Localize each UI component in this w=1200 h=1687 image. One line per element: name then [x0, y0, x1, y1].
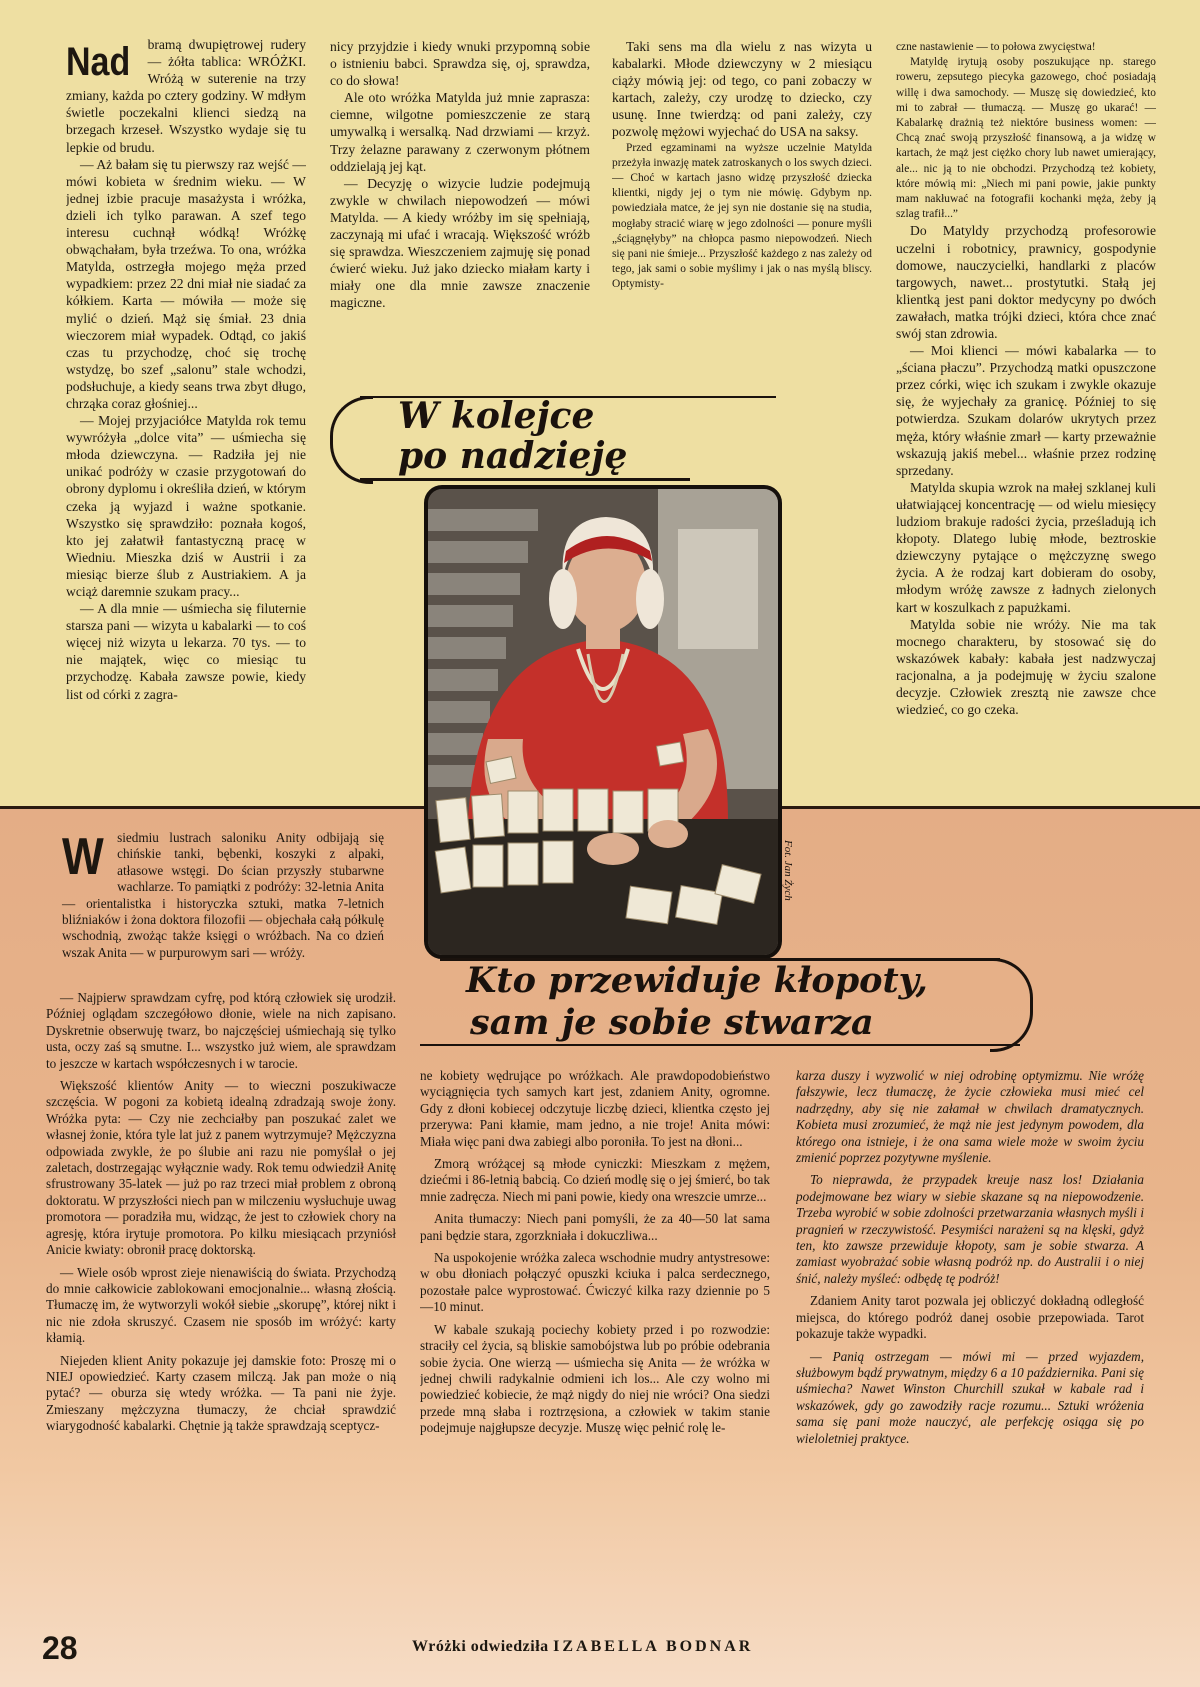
part2-column-3 — [796, 1068, 1144, 1630]
paragraph: Niejeden klient Anity pokazuje jej damskie foto: Proszę mi o NIEJ opowiedzieć. Karty czasem milczą. Jak pan może o nią pytać? — oburza się wtedy wróżka. — Ta pani nie żyje. Zmieszany mężczyzna tłumaczy, że chciał sprawdzić wiarygodność kabalarki. Chętnie ją także sprawdzają sceptycz- — [46, 1352, 396, 1434]
paragraph: czne nastawienie — to połowa zwycięstwa! — [896, 41, 1096, 53]
paragraph: — Aż bałam się tu pierwszy raz wejść — mówi kobieta w średnim wieku. — W jednej izbie pracuje masażysta i wróżka, dzieli ich tylko parawan. A szef tego interesu cuchnął wódką! Wróżkę obwąchałam, była trzeźwa. To ona, wróżka Matylda, ostrzegła mojego męża przed wypadkiem: przez 22 dni miał nie siadać za kółkiem. Karta — mówiła — może się mylić o dzień. Mąż się śmiał. 23 dnia wieczorem miał wypadek. Odtąd, co jakiś czas tu przychodzę, choć się trochę wstydzę, bo szef „salonu” stale wchodzi, podsłuchuje, a kiedy seans trwa zbyt długo, chrząka coraz głośniej... — [66, 156, 306, 411]
part1-column-3 — [612, 38, 872, 378]
paragraph: Matyldę irytują osoby poszukujące np. starego roweru, zepsutego piecyka gazowego, choć posiadają willę i dwa samochody. — Muszę się dowiedzieć, kto mi to zabrał — tłumaczą. — Muszę go ukarać! — Kabalarkę drażnią też niektóre business women: — Chcą znać swoją przyszłość finansową, a ja widzę w kartach, że mąż jest ciężko chory lub nawet umierający, ale... nic ją to nie obchodzi. Przychodzą też kobiety, które mówią mi: „Niech mi pani powie, jakie punkty mam nakłuwać na fotografii kochanki męża, żeby ją szlag trafił...” — [896, 56, 1156, 221]
paragraph: — Wiele osób wprost zieje nienawiścią do świata. Przychodzą do mnie całkowicie zablokowani emocjonalnie... własną złością. Tłumaczę im, że wytworzyli wokół siebie „skorupę”, której nikt i nic nie zdoła skruszyć. Czasem nie sposób im wróżyć: karty kłamią. — [46, 1264, 396, 1346]
paragraph: Matylda skupia wzrok na małej szklanej kuli ułatwiającej koncentrację — od wielu miesięcy ludziom brakuje radości życia, prześladują ich kłopoty. Dlatego lubię młode, beztroskie dziewczyny pytające o mężczyznę swego życia. A że rodzaj kart dobieram do osoby, młodym wróżę zawsze z ładnych zielonych kart w koszulkach z papużkami. — [896, 479, 1156, 615]
byline-prefix: Wróżki odwiedziła — [412, 1638, 549, 1655]
headline1-line2: po nadzieję — [398, 435, 628, 477]
part2-dropcap: W — [62, 830, 104, 886]
paragraph: bramą dwupiętrowej rudery — żółta tablica: WRÓŻKI. Wróżą w suterenie na trzy zmiany, każda po cztery godziny. W mdłym świetle poczekalni klienci siedzą na brzegach krzeseł. Wszystko wydaje się tu lepkie od brudu. — [66, 37, 306, 155]
headline2-bottom-rule — [420, 1044, 1020, 1046]
paragraph: Zmorą wróżącej są młode cyniczki: Mieszkam z mężem, dziećmi i 86-letnią babcią. Co dzień modlę się o jej śmierć, bo tak mnie zadręcza. Niech mi pani powie, kiedy ona wreszcie umrze... — [420, 1156, 770, 1204]
paragraph: — A dla mnie — uśmiecha się filuternie starsza pani — wizyta u kabalarki — to coś więcej niż wizyta u lekarza. 70 tys. — to nie majątek, więc co miesiąc tu przychodzę. Kabała zawsze powie, kiedy list od córki z zagra- — [66, 601, 306, 702]
paragraph: siedmiu lustrach saloniku Anity odbijają się chińskie tanki, bębenki, koszyki z alpaki, atłasowe wstęgi. Do ścian przyszły stubarwne wachlarze. To pamiątki z podróży: 32-letnia Anita — orientalistka i historyczka sztuki, matka 7-letnich bliźniaków i żona doktora filozofii — objechała całą półkulę wschodnią, zwożąc także księgi o wróżbach. Na co dzień wszak Anita — w purpurowym sari — wróży. — [62, 830, 384, 960]
paragraph: karza duszy i wyzwolić w niej odrobinę optymizmu. Nie wróżę fałszywie, lecz tłumaczę, że życie człowieka musi mieć cel nadrzędny, aby się nie załamał w chwilach dramatycznych. Kobieta musi zrozumieć, że mąż nie jest jedynym powodem, dla którego ona istnieje, i że ona sama wiele może w swoim życiu zmienić poprzez pozytywne myślenie. — [796, 1068, 1144, 1166]
headline1-line1: W kolejce — [398, 395, 595, 437]
paragraph: Matylda sobie nie wróży. Nie ma tak mocnego charakteru, by stosować się do wskazówek kabały: kabała jest nadzwyczaj racjonalna, a ja podejmuję w życiu szalone decyzje. Człowiek zresztą nie zawsze chce wiedzieć, co go czeka. — [896, 616, 1156, 718]
paragraph: — Mojej przyjaciółce Matylda rok temu wywróżyła „dolce vita” — uśmiecha się młoda dziewczyna. — Radziła jej nie unikać podróży w czasie przygotowań do obrony dyplomu i określiła dzień, w którym czeka ją wyjazd i ważne spotkanie. Wszystko się sprawdziło: poznała kogoś, kto jej załatwił fantastyczną pracę w Wiedniu. Mieszka dziś w Austrii i za miesiąc bierze ślub z Austriakiem. A ja wciąż daremnie szukam pracy... — [66, 413, 306, 599]
part2-column-1 — [46, 830, 396, 1630]
paragraph: Przed egzaminami na wyższe uczelnie Matylda przeżyła inwazję matek zatroskanych o los swych dzieci. — Choć w kartach jasno widzę przyszłość dziecka klientki, nigdy jej o tym nie mówię. Gdybym np. powiedziała matce, że jej syn nie dostanie się na studia, mogłaby stracić wiarę w jego zdolności — ponure myśli „ściągnęłyby” na chłopca pasmo niepowodzeń. Niech się pani nie śmieje... Przyszłość każdego z nas zależy od tego, jak sami o sobie myślimy i jak o nas myślą bliscy. Optymisty- — [612, 141, 872, 291]
page-number: 28 — [42, 1630, 78, 1666]
paragraph: Na uspokojenie wróżka zaleca wschodnie mudry antystresowe: w obu dłoniach połączyć opuszki kciuka i palca serdecznego, pozostałe palce wyprostować. Ćwiczyć kilka razy dziennie po 5—10 minut. — [420, 1250, 770, 1315]
paragraph: Taki sens ma dla wielu z nas wizyta u kabalarki. Młode dziewczyny w 2 miesiącu ciąży mówią jej: od tego, co pani zobaczy w kartach, zależy, czy urodzę to dziecko, czy usunę. Inne twierdzą: od pani zależy, czy pozwolę mężowi wyjechać do USA na saksy. — [612, 39, 872, 140]
paragraph: W kabale szukają pociechy kobiety przed i po rozwodzie: straciły cel życia, są bliskie samobójstwa lub po próbie odebrania sobie życia. One wierzą — uśmiecha się Anita — że wróżka w jednej chwili radykalnie odmieni ich los... Ale czy wolno mi powiedzieć kobiecie, że mąż nigdy do niej nie wróci? Ona siedzi przede mną słaba i roztrzęsiona, a człowiek w takim stanie podejmuje najgłupsze decyzje. Muszę więc pełnić rolę le- — [420, 1321, 770, 1436]
paragraph: nicy przyjdzie i kiedy wnuki przypomną sobie o istnieniu babci. Sprawdza się, oj, sprawdza, co do słowa! — [330, 39, 590, 89]
headline-in-line-for-hope — [398, 396, 627, 476]
paragraph: ne kobiety wędrujące po wróżkach. Ale prawdopodobieństwo wyciągnięcia tych samych kart jest, zdaniem Anity, ogromne. Gdy z dłoni kobiecej odczytuje liczbę dzieci, klientka często jej przerywa: Pani kłamie, mam jedno, a nie troje! Anita mówi: Miała więc pani dwa zabiegi albo poroniła. To jest na dłoni... — [420, 1068, 770, 1149]
part2-column-2 — [420, 1068, 770, 1630]
part1-column-4 — [896, 40, 1156, 945]
paragraph: Zdaniem Anity tarot pozwala jej obliczyć dokładną odległość miejsca, do którego podróż danej osobie przepowiada. Tarot pokazuje także wypadki. — [796, 1293, 1144, 1342]
fortune-teller-photo — [424, 485, 782, 959]
photo-credit: Fot. Jan Żych — [782, 840, 794, 901]
paragraph: Do Matyldy przychodzą profesorowie uczelni i robotnicy, prawnicy, gospodynie domowe, nauczycielki, handlarki z placów targowych, nawet... prostytutki. Stałą jej klientką jest pani doktor medycyny po dwóch zawałach, matka trójki dzieci, która chce znać swój stan zdrowia. — [896, 223, 1156, 341]
paragraph: — Panią ostrzegam — mówi mi — przed wyjazdem, służbowym bądź prywatnym, między 6 a 10 października. Pani się uśmiecha? Nawet Winston Churchill szukał w kabale rad i wskazówek, gdy go zawodziły racje rozumu... Sztuki wróżenia sama się pani może nauczyć, ale perfekcję osiąga się po wieloletniej praktyce. — [796, 1348, 1144, 1446]
headline2-line2: sam je sobie stwarza — [470, 1002, 874, 1043]
byline-author: IZABELLA BODNAR — [553, 1638, 754, 1655]
headline-who-predicts-trouble — [466, 960, 928, 1044]
byline — [412, 1638, 753, 1656]
headline1-bottom-rule — [360, 478, 690, 481]
part1-column-2 — [330, 38, 590, 374]
paragraph: Większość klientów Anity — to wieczni poszukiwacze szczęścia. W pogoni za kobietą idealną zdradzają swoje żony. Wróżka pyta: — Czy nie zechciałby pan poszukać zalet we własnej żonie, która tyle lat już z panem wytrzymuje? Mężczyzna odpowiada zwykle, że po ślubie ani razu nie pomyślał o jej zaletach, dostrzegając wyłącznie wady. Rok temu odwiedził Anitę sfrustrowany 35-latek — już po raz trzeci miał problem z obroną doktoratu. W przyszłości niech pan w milczeniu wysłuchuje uwag promotora — poradziła mu, widząc, że jest to człowiek chory na agresję, która irytuje promotora. Po kilku miesiącach przyniósł Anicie kwiaty: obronił pracę doktorską. — [46, 1078, 396, 1258]
paragraph: — Moi klienci — mówi kabalarka — to „ściana płaczu”. Przychodzą matki opuszczone przez córki, więc ich szukam i zwykle okazuje się, że wyjechały za granicę. Później to się potwierdza. Szukam dolarów ukrytych przez męża, który właśnie zmarł — karty przeważnie wskazują jakiś mebel... właśnie przez rodzinę sprzedany. — [896, 343, 1156, 478]
paragraph: Anita tłumaczy: Niech pani pomyśli, że za 40—50 lat sama pani będzie stara, zgorzkniała i dokuczliwa... — [420, 1211, 770, 1243]
paragraph: — Najpierw sprawdzam cyfrę, pod którą człowiek się urodził. Później oglądam szczegółowo dłonie, wiele na nich zapisano. Dyskretnie obserwuję twarz, bo najczęściej uśmiechają się tylko usta, oczy zaś są smutne. I... wszystko już wiem, ale sprawdzam to jeszcze w kartach współczesnych i w tarocie. — [46, 990, 396, 1071]
fortune-teller-image — [428, 489, 778, 955]
part1-dropcap: Nad — [66, 40, 131, 84]
headline2-line1: Kto przewiduje kłopoty, — [466, 960, 928, 1001]
paragraph: — Decyzję o wizycie ludzie podejmują zwykle w chwilach niepowodzeń — mówi Matylda. — A kiedy wróżby im się spełniają, zaczynają mi ufać i wracają. Większość wróżb się sprawdza. Wieszczeniem zajmuję się ponad ćwierć wieku. Już jako dziecko miałam karty i miały one dla mnie zawsze znaczenie magiczne. — [330, 175, 590, 311]
paragraph: Ale oto wróżka Matylda już mnie zaprasza: ciemne, wilgotne pomieszczenie ze starą umywalką i wersalką. Nad drzwiami — krzyż. Trzy żelazne parawany z czerwonym płótnem oddzielają jej kąt. — [330, 90, 590, 174]
paragraph: To nieprawda, że przypadek kreuje nasz los! Działania podejmowane bez wiary w siebie skazane są na niepowodzenie. Trzeba wyrobić w sobie zdolności przetwarzania własnych myśli i pragnień w rzeczywistość. Pesymiści narażeni są na klęski, gdyż ten, kto zawsze przewiduje kłopoty, sam je sobie stwarza. A zamiast wyobrażać sobie własną podróż np. do Australii i o niej śnić, należy myśleć: odbędę tę podróż! — [796, 1172, 1144, 1286]
part1-column-1 — [66, 36, 306, 806]
